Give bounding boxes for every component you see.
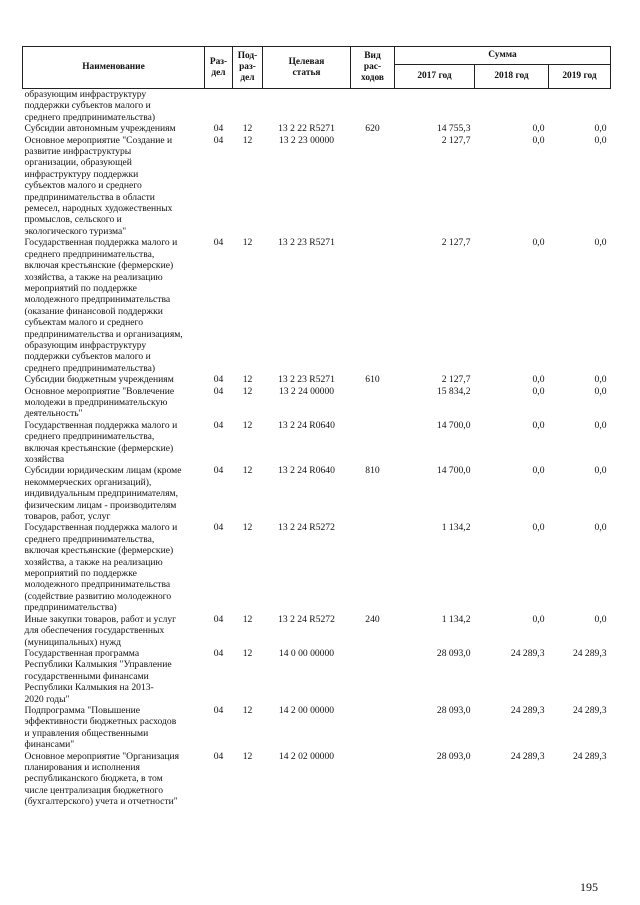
header-2017: 2017 год	[395, 65, 475, 89]
page-number: 195	[580, 880, 598, 894]
cell-pr: 12	[242, 704, 253, 716]
cell-vr	[351, 705, 395, 751]
cell-pr: 12	[242, 465, 253, 477]
table-row	[23, 465, 611, 522]
cell-name: Основное мероприятие "Организация планирования и исполнения республиканского бюджета, в том числе централизация бюджетного (бухгалтерского) учета и отчетности"	[24, 750, 180, 808]
cell-s2019: 0,0	[594, 123, 607, 135]
cell-name: Государственная поддержка малого и среднего предпринимательства, включая крестьянские (фермерские) хозяйства, а также на реализацию мероприятий по поддержке молодежного предпринимательства (содействие развитию молодежного предпринимательства)	[24, 522, 178, 614]
cell-s2018: 0,0	[532, 123, 545, 135]
cell-rz: 04	[213, 134, 224, 146]
cell-pr	[233, 89, 263, 124]
cell-rz: 04	[213, 123, 224, 135]
header-vid: Вид рас- ходов	[351, 47, 395, 89]
cell-s2019: 0,0	[594, 522, 607, 534]
cell-vr	[351, 751, 395, 808]
header-razdel: Раз- дел	[205, 47, 233, 89]
table-row	[23, 237, 611, 374]
header-2018: 2018 год	[475, 65, 549, 89]
cell-name: Подпрограмма "Повышение эффективности бюджетных расходов и управления общественными финансами"	[24, 704, 177, 751]
cell-rz: 04	[213, 465, 224, 477]
table-row	[23, 420, 611, 466]
table-row	[23, 522, 611, 613]
cell-cs: 13 2 23 00000	[278, 134, 335, 146]
table-row	[23, 123, 611, 134]
cell-s2017	[395, 89, 475, 124]
cell-rz	[205, 89, 233, 124]
cell-pr: 12	[242, 647, 253, 659]
table-row	[23, 751, 611, 808]
cell-name: Основное мероприятие "Создание и развитие инфраструктуры организации, образующей инфраструктуру поддержки субъектов малого и среднего предпринимательства в области ремесел, народных художественных промыслов, сельского и экологического туризма"	[24, 134, 173, 237]
cell-cs	[263, 89, 351, 124]
cell-vr: 810	[365, 465, 380, 477]
cell-cs: 13 2 23 R5271	[278, 237, 335, 249]
header-name: Наименование	[23, 47, 205, 89]
cell-pr: 12	[242, 374, 253, 386]
header-2019: 2019 год	[549, 65, 611, 89]
cell-s2017: 2 127,7	[441, 134, 471, 146]
cell-vr: 240	[365, 613, 380, 625]
table-row	[23, 648, 611, 705]
cell-s2018	[475, 89, 549, 124]
cell-rz: 04	[213, 750, 224, 762]
cell-s2019: 0,0	[594, 419, 607, 431]
cell-vr	[351, 89, 395, 124]
cell-pr: 12	[242, 385, 253, 397]
cell-s2018: 0,0	[532, 134, 545, 146]
cell-s2019: 0,0	[594, 613, 607, 625]
table-row	[23, 89, 611, 124]
table-row	[23, 386, 611, 420]
cell-s2018: 0,0	[532, 374, 545, 386]
cell-vr	[351, 237, 395, 374]
cell-s2017: 28 093,0	[436, 750, 471, 762]
cell-s2017: 28 093,0	[436, 647, 471, 659]
cell-s2017: 1 134,2	[441, 613, 471, 625]
cell-cs: 13 2 23 R5271	[278, 374, 335, 386]
header-summa: Сумма	[395, 47, 611, 65]
cell-s2018: 0,0	[532, 522, 545, 534]
cell-s2019: 24 289,3	[572, 647, 607, 659]
table-body	[23, 89, 611, 808]
cell-name: Субсидии юридическим лицам (кроме некоммерческих организаций), индивидуальным предпринимателям, физическим лицам - производителям товаров, работ, услуг	[24, 465, 182, 523]
cell-s2018: 0,0	[532, 237, 545, 249]
cell-s2019: 0,0	[594, 237, 607, 249]
cell-name: Иные закупки товаров, работ и услуг для обеспечения государственных (муниципальных) нужд	[24, 613, 177, 648]
cell-pr: 12	[242, 750, 253, 762]
cell-pr: 12	[242, 522, 253, 534]
cell-name: Основное мероприятие "Вовлечение молодежи в предпринимательскую деятельность"	[24, 385, 175, 420]
cell-pr: 12	[242, 613, 253, 625]
cell-s2017: 2 127,7	[441, 237, 471, 249]
cell-pr: 12	[242, 419, 253, 431]
cell-s2018: 0,0	[532, 419, 545, 431]
cell-rz: 04	[213, 385, 224, 397]
table-header	[23, 47, 611, 89]
cell-s2017: 14 700,0	[436, 419, 471, 431]
cell-name: Государственная программа Республики Калмыкия "Управление государственными финансами Республики Калмыкия на 2013- 2020 годы"	[24, 647, 172, 705]
cell-cs: 13 2 24 R5272	[278, 613, 335, 625]
cell-name: Субсидии автономным учреждениям	[24, 123, 176, 135]
cell-name: Государственная поддержка малого и среднего предпринимательства, включая крестьянские (фермерские) хозяйства	[24, 419, 178, 465]
cell-cs: 13 2 22 R5271	[278, 123, 335, 135]
cell-cs: 13 2 24 R0640	[278, 419, 335, 431]
header-podrazdel: Под- раз- дел	[233, 47, 263, 89]
cell-s2019: 24 289,3	[572, 704, 607, 716]
table-row	[23, 374, 611, 385]
cell-s2018: 0,0	[532, 465, 545, 477]
cell-s2019: 0,0	[594, 385, 607, 397]
cell-s2017: 2 127,7	[441, 374, 471, 386]
cell-pr: 12	[242, 237, 253, 249]
cell-rz: 04	[213, 613, 224, 625]
cell-vr	[351, 522, 395, 613]
cell-name: образующим инфраструктуру поддержки субъектов малого и среднего предпринимательства)	[24, 89, 156, 123]
table-row	[23, 614, 611, 648]
cell-s2019: 0,0	[594, 465, 607, 477]
cell-rz: 04	[213, 704, 224, 716]
cell-pr: 12	[242, 134, 253, 146]
cell-cs: 14 0 00 00000	[278, 647, 335, 659]
cell-s2019: 0,0	[594, 134, 607, 146]
cell-s2017: 14 700,0	[436, 465, 471, 477]
cell-s2019: 0,0	[594, 374, 607, 386]
cell-rz: 04	[213, 374, 224, 386]
cell-cs: 13 2 24 R0640	[278, 465, 335, 477]
cell-name: Государственная поддержка малого и среднего предпринимательства, включая крестьянские (фермерские) хозяйства, а также на реализацию мероприятий по поддержке молодежного предпринимательства (оказание финансовой поддержки субъектам малого и среднего предпринимательства и организациям, образующим инфраструктуру поддержки субъектов малого и среднего предпринимательства)	[24, 237, 183, 374]
table-row	[23, 135, 611, 238]
cell-s2018: 0,0	[532, 385, 545, 397]
cell-s2018: 24 289,3	[510, 704, 545, 716]
table-row	[23, 705, 611, 751]
cell-s2017: 14 755,3	[436, 123, 471, 135]
cell-s2017: 15 834,2	[436, 385, 471, 397]
cell-name: Субсидии бюджетным учреждениям	[24, 374, 174, 386]
cell-cs: 13 2 24 00000	[278, 385, 335, 397]
cell-s2017: 1 134,2	[441, 522, 471, 534]
header-celevaya: Целевая статья	[263, 47, 351, 89]
cell-rz: 04	[213, 522, 224, 534]
cell-pr: 12	[242, 123, 253, 135]
cell-vr: 620	[365, 123, 380, 135]
cell-s2019: 24 289,3	[572, 750, 607, 762]
cell-vr	[351, 386, 395, 420]
cell-cs: 13 2 24 R5272	[278, 522, 335, 534]
cell-rz: 04	[213, 647, 224, 659]
cell-s2018: 24 289,3	[510, 750, 545, 762]
cell-vr	[351, 648, 395, 705]
cell-s2019	[549, 89, 611, 124]
cell-cs: 14 2 00 00000	[278, 704, 335, 716]
budget-table	[22, 46, 611, 808]
cell-rz: 04	[213, 237, 224, 249]
cell-cs: 14 2 02 00000	[278, 750, 335, 762]
cell-vr: 610	[365, 374, 380, 386]
cell-s2017: 28 093,0	[436, 704, 471, 716]
cell-s2018: 24 289,3	[510, 647, 545, 659]
cell-vr	[351, 420, 395, 466]
cell-rz: 04	[213, 419, 224, 431]
cell-s2018: 0,0	[532, 613, 545, 625]
cell-vr	[351, 135, 395, 238]
